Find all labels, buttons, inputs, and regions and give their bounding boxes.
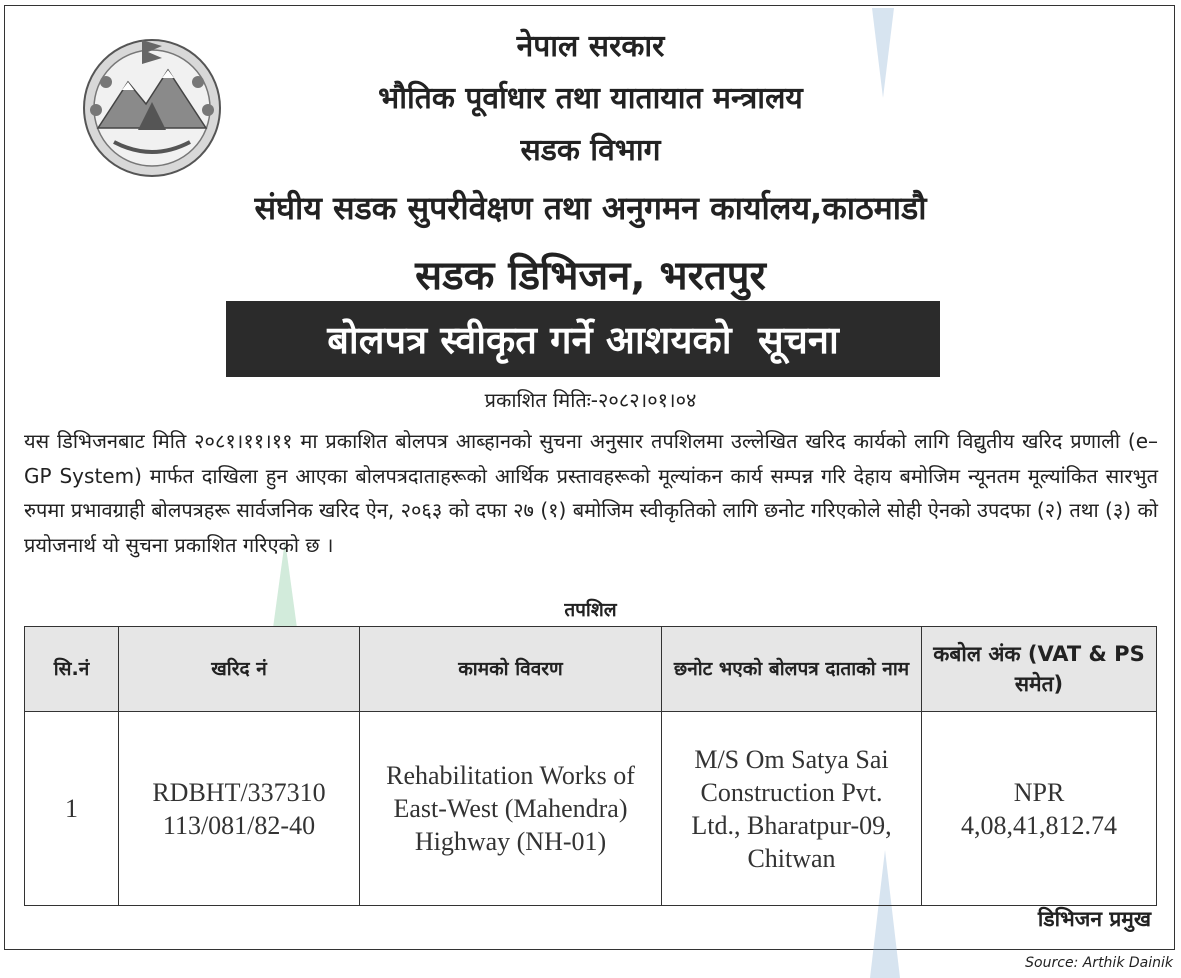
department-name: सडक विभाग bbox=[520, 133, 661, 168]
published-date: प्रकाशित मितिः-२०८२।०१।०४ bbox=[484, 388, 697, 412]
cell-amount bbox=[922, 712, 1157, 906]
cell-procurement-no bbox=[119, 712, 360, 906]
procurement-no-text: RDBHT/337310 113/081/82-40 bbox=[152, 777, 326, 840]
office-name: संघीय सडक सुपरीवेक्षण तथा अनुगमन कार्यालय,काठमाडौ bbox=[254, 189, 927, 227]
table-row bbox=[25, 712, 1157, 906]
cell-description bbox=[360, 712, 662, 906]
header-bidder: छनोट भएको बोलपत्र दाताको नाम bbox=[662, 627, 922, 712]
cell-bidder bbox=[662, 712, 922, 906]
notice-body: यस डिभिजनबाट मिति २०८१।११।११ मा प्रकाशित बोलपत्र आब्हानको सुचना अनुसार तपशिलमा उल्लेखित खरिद कार्यको लागि विद्युतीय खरिद प्रणाली (e–GP System) मार्फत दाखिला हुन आएका बोलपत्रदाताहरूको आर्थिक प्रस्तावहरूको मूल्यांकन कार्य सम्पन्न गरि देहाय बमोजिम न्यूनतम मूल्यांकित सारभुत रुपमा प्रभावग्राही बोलपत्रहरू सार्वजनिक खरिद ऐन, २०६३ को दफा २७ (१) बमोजिम स्वीकृतिको लागि छनोट गरिएकोले सोही ऐनको उपदफा (२) तथा (३) को प्रयोजनार्थ यो सुचना प्रकाशित गरिएको छ । bbox=[24, 429, 1158, 557]
header-amount: कबोल अंक (VAT & PS समेत) bbox=[922, 627, 1157, 712]
details-table bbox=[24, 626, 1157, 906]
notice-title-banner bbox=[226, 301, 940, 377]
amount-text: NPR 4,08,41,812.74 bbox=[961, 777, 1117, 840]
source-credit: Source: Arthik Dainik bbox=[1025, 955, 1173, 971]
table-caption: तपशिल bbox=[564, 599, 617, 621]
signature: डिभिजन प्रमुख bbox=[1037, 907, 1151, 931]
header-description: कामको विवरण bbox=[360, 627, 662, 712]
notice-title: बोलपत्र स्वीकृत गर्ने आशयको सूचना bbox=[327, 318, 839, 362]
table-header-row bbox=[25, 627, 1157, 712]
cell-sn: 1 bbox=[25, 712, 119, 906]
header-procurement-no: खरिद नं bbox=[119, 627, 360, 712]
division-name: सडक डिभिजन, भरतपुर bbox=[415, 253, 766, 299]
bidder-text: M/S Om Satya Sai Construction Pvt. Ltd., Bharatpur-09, Chitwan bbox=[691, 744, 892, 873]
header-sn: सि.नं bbox=[25, 627, 119, 712]
ministry-name: भौतिक पूर्वाधार तथा यातायात मन्त्रालय bbox=[378, 81, 803, 116]
description-text: Rehabilitation Works of East-West (Mahendra) Highway (NH-01) bbox=[386, 761, 635, 856]
government-name: नेपाल सरकार bbox=[516, 29, 665, 64]
